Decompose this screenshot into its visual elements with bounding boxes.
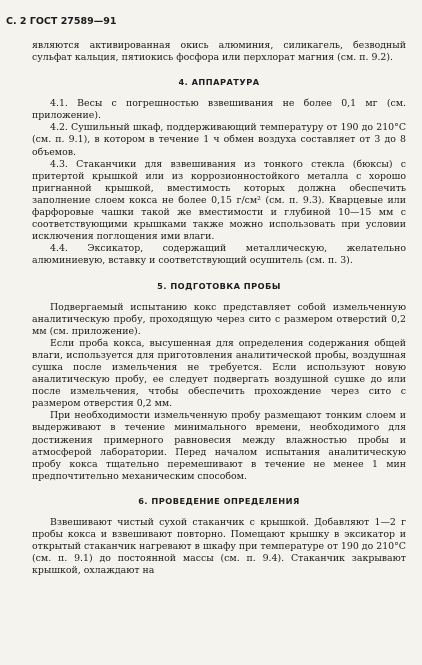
paragraph-5-2: Если проба кокса, высушенная для определения содержания общей влаги, используется для приготовления аналитической пробы, воздушная сушка после измельчения не требуется. Если используют новую аналитическую пробу, ее следует подвергать воздушной сушке до или после измельчения, чтобы обеспечить прохождение через сито с размером отверстия 0,2 мм. — [32, 337, 406, 410]
intro-paragraph: являются активированная окись алюминия, силикагель, безводный сульфат кальция, пятиокись фосфора или перхлорат магния (см. п. 9.2). — [32, 40, 406, 64]
paragraph-4-1: 4.1. Весы с погрешностью взвешивания не более 0,1 мг (см. приложение). — [32, 98, 406, 122]
section-title-apparatus: 4. АППАРАТУРА — [178, 77, 260, 88]
page-content — [32, 40, 406, 577]
paragraph-5-3: При необходимости измельченную пробу размещают тонким слоем и выдерживают в течение минимального времени, необходимого для достижения примерного равновесия между влажностью пробы и атмосферой лаборатории. Перед началом испытания аналитическую пробу кокса тщательно перемешивают в течение не менее 1 мин предпочтительно механическим способом. — [32, 410, 406, 482]
page-header: С. 2 ГОСТ 27589—91 — [6, 16, 117, 27]
paragraph-4-2: 4.2. Сушильный шкаф, поддерживающий температуру от 190 до 210°С (см. п. 9.1), в котором в течение 1 ч обмен воздуха составляет от 3 до 8 объемов. — [32, 122, 406, 158]
paragraph-5-1: Подвергаемый испытанию кокс представляет собой измельченную аналитическую пробу, проходящую через сито с размером отверстий 0,2 мм (см. приложение). — [32, 301, 406, 337]
section-title-sample-preparation: 5. ПОДГОТОВКА ПРОБЫ — [157, 280, 281, 291]
paragraph-4-3: 4.3. Стаканчики для взвешивания из тонкого стекла (бюксы) с притертой крышкой или из коррозионностойкого металла с хорошо пригнанной крышкой, вместимость которых должна обеспечить заполнение слоем кокса не более 0,15 г/см² (см. п. 9.3). Кварцевые или фарфоровые чашки такой же вместимости и глубиной 10—15 мм с соответствующими крышками также можно использовать при условии исключения поглощения ими влаги. — [32, 158, 406, 243]
paragraph-4-4: 4.4. Эксикатор, содержащий металлическую, желательно алюминиевую, вставку и соответствующий осушитель (см. п. 3). — [32, 243, 406, 267]
section-title-procedure: 6. ПРОВЕДЕНИЕ ОПРЕДЕЛЕНИЯ — [138, 495, 300, 506]
paragraph-6-1: Взвешивают чистый сухой стаканчик с крышкой. Добавляют 1—2 г пробы кокса и взвешивают повторно. Помещают крышку в эксикатор и открытый стаканчик нагревают в шкафу при температуре от 190 до 210°С (см. п. 9.1) до постоянной массы (см. п. 9.4). Стаканчик закрывают крышкой, охлаждают на — [32, 516, 406, 577]
